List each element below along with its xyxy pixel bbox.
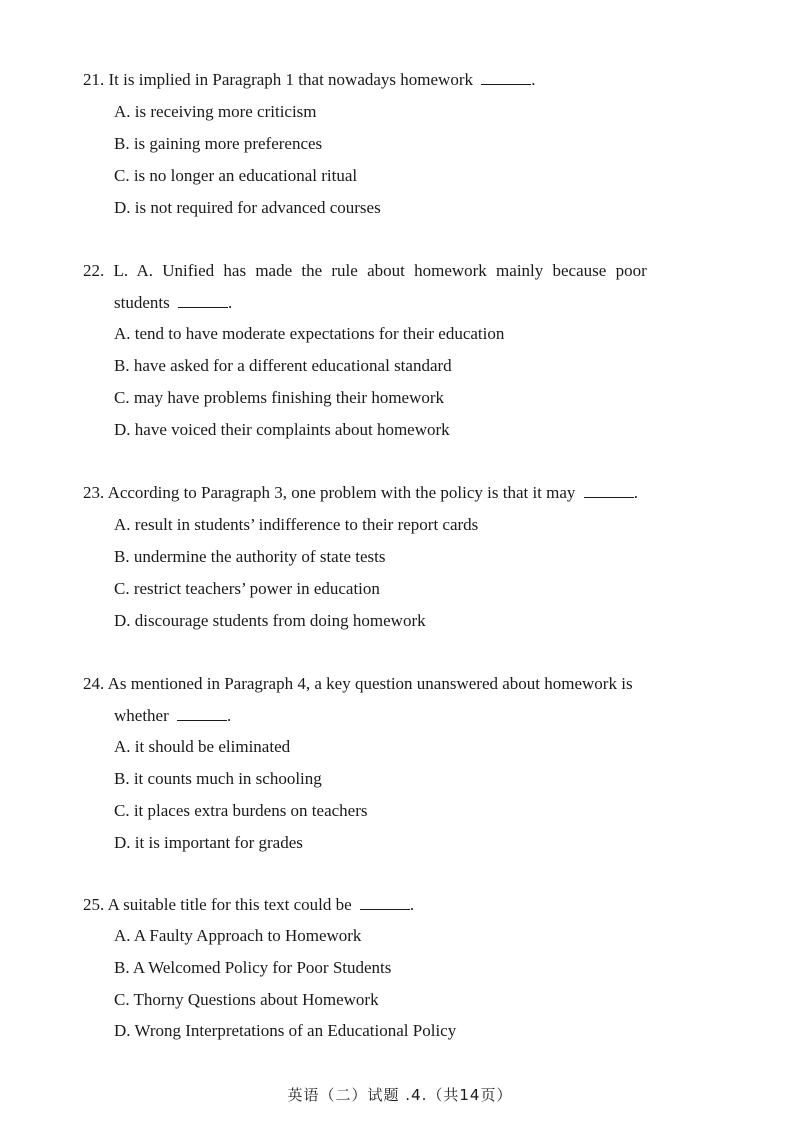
question-23-option-d: D. discourage students from doing homework	[114, 611, 426, 630]
question-22-option-b: B. have asked for a different educational standard	[114, 356, 452, 375]
question-22-stem-continued: students .	[114, 293, 233, 312]
question-22-option-c: C. may have problems finishing their homework	[114, 388, 445, 407]
question-23-option-c: C. restrict teachers’ power in education	[114, 579, 380, 598]
question-24-stem	[83, 668, 720, 700]
question-24-option-c: C. it places extra burdens on teachers	[114, 801, 368, 820]
question-21-stem: 21. It is implied in Paragraph 1 that nowadays homework .	[83, 70, 536, 89]
question-number: 22.	[83, 261, 105, 280]
question-22-stem	[83, 255, 720, 287]
answer-blank	[584, 481, 634, 498]
answer-blank	[177, 704, 227, 721]
question-21-option-b: B. is gaining more preferences	[114, 134, 323, 153]
question-text: L. A. Unified has made the rule about homework mainly because poor	[113, 261, 647, 280]
page-footer: 英语（二）试题 .4.（共14页）	[287, 1086, 513, 1104]
question-25-stem: 25. A suitable title for this text could be .	[83, 895, 415, 914]
question-21-option-a: A. is receiving more criticism	[114, 102, 317, 121]
question-text-continued: students	[114, 293, 170, 312]
question-text: As mentioned in Paragraph 4, a key question unanswered about homework is	[107, 674, 633, 693]
question-number: 21.	[83, 70, 105, 89]
question-text: It is implied in Paragraph 1 that nowadays homework	[108, 70, 473, 89]
question-24-stem-continued: whether .	[114, 706, 232, 725]
question-25-option-b: B. A Welcomed Policy for Poor Students	[114, 958, 392, 977]
answer-blank	[360, 893, 410, 910]
question-21-option-d: D. is not required for advanced courses	[114, 198, 381, 217]
question-text: According to Paragraph 3, one problem with the policy is that it may	[107, 483, 576, 502]
question-24-option-a: A. it should be eliminated	[114, 737, 291, 756]
question-number: 23.	[83, 483, 105, 502]
question-23-option-b: B. undermine the authority of state tests	[114, 547, 386, 566]
question-25-option-a: A. A Faulty Approach to Homework	[114, 926, 362, 945]
question-22-option-d: D. have voiced their complaints about homework	[114, 420, 450, 439]
question-24-option-d: D. it is important for grades	[114, 833, 303, 852]
question-number: 24.	[83, 674, 105, 693]
question-24-option-b: B. it counts much in schooling	[114, 769, 322, 788]
question-25-option-c: C. Thorny Questions about Homework	[114, 990, 379, 1009]
question-number: 25.	[83, 895, 105, 914]
question-23-stem: 23. According to Paragraph 3, one problem with the policy is that it may .	[83, 483, 638, 502]
question-25-option-d: D. Wrong Interpretations of an Educational Policy	[114, 1021, 457, 1040]
answer-blank	[178, 291, 228, 308]
question-22-option-a: A. tend to have moderate expectations for their education	[114, 324, 505, 343]
question-23-option-a: A. result in students’ indifference to their report cards	[114, 515, 479, 534]
question-21-option-c: C. is no longer an educational ritual	[114, 166, 358, 185]
question-text-continued: whether	[114, 706, 169, 725]
question-text: A suitable title for this text could be	[107, 895, 352, 914]
answer-blank	[481, 68, 531, 85]
